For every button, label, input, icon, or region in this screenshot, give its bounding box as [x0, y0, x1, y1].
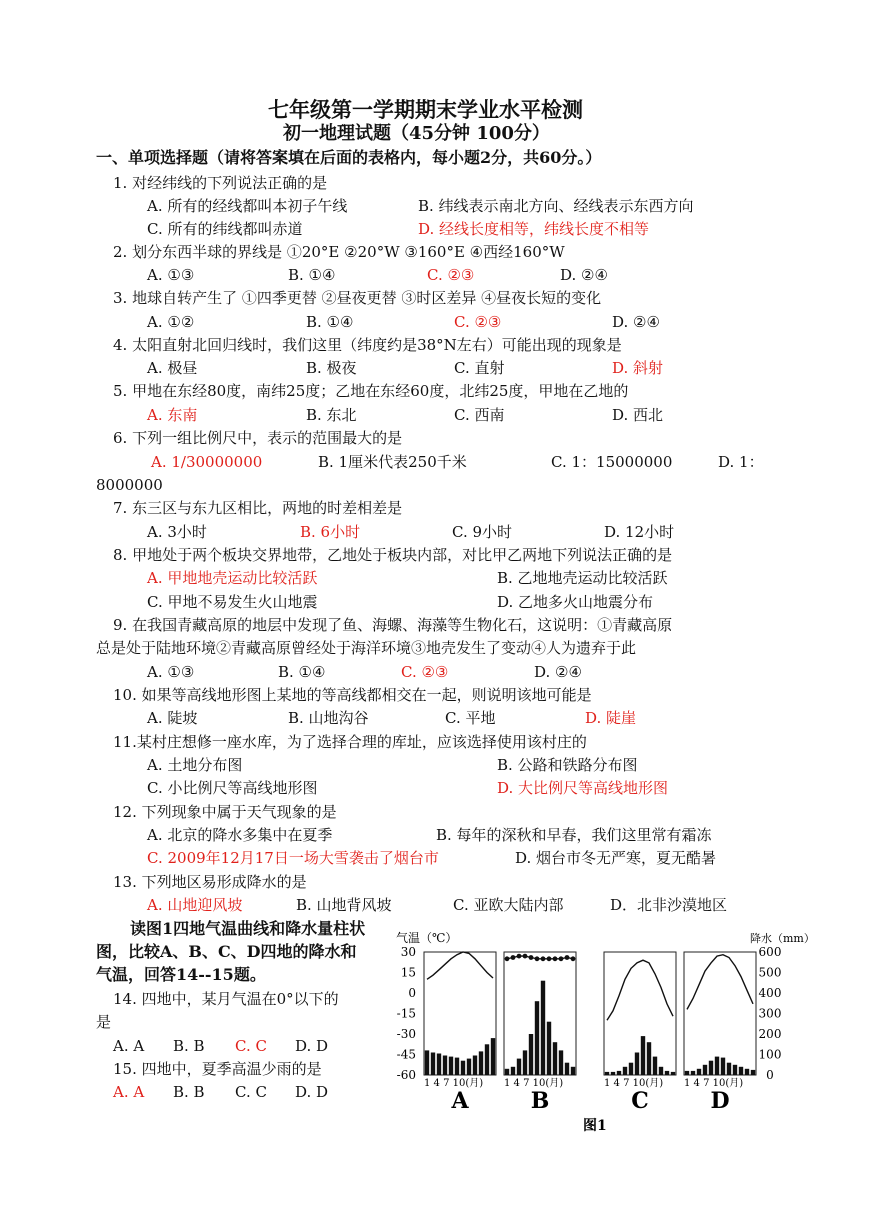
temperature-point: [511, 955, 516, 960]
temperature-point: [517, 954, 522, 959]
q13-option-d: D．北非沙漠地区: [610, 896, 728, 914]
precip-bar: [721, 1058, 725, 1075]
q5-option-b: B. 东北: [306, 406, 357, 424]
precip-axis-ticks: [759, 945, 782, 1082]
precip-bar: [473, 1056, 477, 1076]
q9-stem-line1: 9. 在我国青藏高原的地层中发现了鱼、海螺、海藻等生物化石，这说明：①青藏高原: [113, 616, 673, 634]
q1-option-a: A. 所有的经线都叫本初子午线: [147, 197, 348, 215]
precip-bar: [535, 1001, 539, 1075]
temperature-curve: [687, 955, 753, 1010]
figure-intro-line3: 气温，回答14--15题。: [96, 965, 266, 984]
q8-option-d: D. 乙地多火山地震分布: [497, 593, 654, 611]
precip-bar: [665, 1071, 669, 1075]
q6-stem: 6. 下列一组比例尺中，表示的范围最大的是: [113, 429, 403, 447]
precip-tick-label: 100: [758, 1047, 782, 1062]
precip-bar: [547, 1022, 551, 1075]
q12-stem: 12. 下列现象中属于天气现象的是: [113, 803, 337, 821]
q14-option-a: A. A: [113, 1037, 145, 1055]
precip-bar: [641, 1036, 645, 1075]
precip-tick-label: 600: [758, 945, 782, 959]
q14-stem-line1: 14. 四地中，某月气温在0°以下的: [113, 990, 339, 1008]
q3-option-d: D. ②④: [612, 313, 660, 331]
temp-tick-label: -15: [396, 1006, 416, 1021]
precip-bar: [491, 1038, 495, 1075]
q5-option-c: C. 西南: [454, 406, 505, 424]
q14-stem-line2: 是: [96, 1013, 112, 1031]
q1-stem: 1. 对经纬线的下列说法正确的是: [113, 174, 328, 192]
panel-label: C: [631, 1088, 649, 1114]
month-tick-label: 1 4 7 10(月): [424, 1078, 484, 1089]
q15-option-a: A. A: [113, 1083, 145, 1101]
q12-option-c: C. 2009年12月17日一场大雪袭击了烟台市: [147, 849, 439, 867]
precip-tick-label: 0: [766, 1068, 774, 1082]
temp-tick-label: -30: [396, 1027, 416, 1041]
precip-bar: [523, 1050, 527, 1075]
precip-bar: [529, 1034, 533, 1075]
temperature-point: [565, 955, 570, 960]
q13-option-a: A. 山地迎风坡: [147, 896, 243, 914]
climate-panel-a: [424, 952, 496, 1114]
panel-frame: [684, 952, 756, 1075]
page-title: 七年级第一学期期末学业水平检测: [268, 97, 583, 122]
temp-tick-label: -60: [396, 1068, 416, 1082]
page-subtitle: 初一地理试题（45分钟 100分）: [283, 123, 550, 144]
precip-bar: [467, 1059, 471, 1075]
panel-frame: [604, 952, 676, 1075]
q2-option-c: C. ②③: [427, 266, 475, 284]
temperature-point: [541, 956, 546, 961]
precip-bar: [479, 1051, 483, 1075]
q9-stem-line2: 总是处于陆地环境②青藏高原曾经处于海洋环境③地壳发生了变动④人为遗弃于此: [96, 639, 637, 657]
section-heading: 一、单项选择题（请将答案填在后面的表格内，每小题2分，共60分。）: [96, 148, 602, 167]
temperature-point: [559, 956, 564, 961]
q15-option-b: B. B: [173, 1083, 205, 1101]
climate-panel-b: [504, 952, 576, 1114]
precip-bar: [425, 1050, 429, 1075]
precip-bar: [623, 1067, 627, 1075]
q8-option-c: C. 甲地不易发生火山地震: [147, 593, 318, 611]
precip-bar: [703, 1065, 707, 1075]
precip-bar: [617, 1071, 621, 1075]
precip-bar: [605, 1072, 609, 1075]
q13-option-c: C. 亚欧大陆内部: [453, 896, 564, 914]
precip-bar: [541, 981, 545, 1075]
precip-bar: [565, 1063, 569, 1075]
q15-option-d: D. D: [295, 1083, 329, 1101]
month-tick-label: 1 4 7 10(月): [684, 1078, 744, 1089]
q4-option-b: B. 极夜: [306, 359, 357, 377]
q4-option-c: C. 直射: [454, 359, 505, 377]
q10-option-d: D. 陡崖: [585, 709, 637, 727]
temp-axis-ticks: [397, 945, 416, 1082]
q5-option-a: A. 东南: [147, 406, 198, 424]
q7-option-a: A. 3小时: [147, 523, 207, 541]
precip-bar: [739, 1067, 743, 1075]
temperature-curve: [427, 952, 493, 979]
temperature-point: [547, 956, 552, 961]
q8-option-a: A. 甲地地壳运动比较活跃: [147, 569, 318, 587]
precip-bar: [461, 1061, 465, 1075]
precip-bar: [685, 1071, 689, 1075]
temperature-point: [571, 956, 576, 961]
q5-stem: 5. 甲地在东经80度，南纬25度；乙地在东经60度，北纬25度，甲地在乙地的: [113, 382, 629, 400]
q7-option-b: B. 6小时: [300, 523, 361, 541]
precip-bar: [505, 1069, 509, 1075]
precip-bar: [733, 1065, 737, 1075]
q11-option-d: D. 大比例尺等高线地形图: [497, 779, 669, 797]
precip-bar: [449, 1057, 453, 1075]
q2-option-a: A. ①③: [147, 266, 195, 284]
q6-option-c: C. 1：15000000: [551, 453, 673, 471]
precip-tick-label: 200: [758, 1027, 782, 1041]
temperature-point: [505, 956, 510, 961]
q13-option-b: B. 山地背风坡: [296, 896, 392, 914]
precip-bar: [697, 1069, 701, 1075]
q10-stem: 10. 如果等高线地形图上某地的等高线都相交在一起，则说明该地可能是: [113, 686, 592, 704]
q3-option-c: C. ②③: [454, 313, 502, 331]
q15-stem: 15. 四地中，夏季高温少雨的是: [113, 1060, 322, 1078]
q3-option-b: B. ①④: [306, 313, 354, 331]
q10-option-b: B. 山地沟谷: [288, 709, 369, 727]
figure-intro-line2: 图，比较A、B、C、D四地的降水和: [96, 942, 357, 961]
q7-option-c: C. 9小时: [452, 523, 513, 541]
q6-option-d-cont: 8000000: [96, 476, 163, 494]
q9-option-b: B. ①④: [278, 663, 326, 681]
q14-option-d: D. D: [295, 1037, 329, 1055]
q6-option-a: A. 1/30000000: [151, 453, 263, 471]
temp-tick-label: 30: [400, 945, 416, 959]
climate-panels: [424, 952, 756, 1114]
precip-axis-label: 降水（mm）: [750, 932, 815, 945]
q1-option-d: D. 经线长度相等，纬线长度不相等: [418, 220, 650, 238]
q2-option-b: B. ①④: [288, 266, 336, 284]
precip-bar: [553, 1042, 557, 1075]
q3-option-a: A. ①②: [147, 313, 195, 331]
q15-option-c: C. C: [235, 1083, 267, 1101]
q12-option-b: B. 每年的深秋和早春，我们这里常有霜冻: [436, 826, 712, 844]
precip-bar: [431, 1053, 435, 1076]
q11-option-c: C. 小比例尺等高线地形图: [147, 779, 318, 797]
figure-intro-line1: 读图1四地气温曲线和降水量柱状: [130, 919, 366, 938]
temp-axis-label: 气温（℃）: [396, 931, 458, 945]
precip-bar: [455, 1058, 459, 1075]
q4-stem: 4. 太阳直射北回归线时，我们这里（纬度约是38°N左右）可能出现的现象是: [113, 336, 622, 354]
q11-option-b: B. 公路和铁路分布图: [497, 756, 638, 774]
precip-bar: [745, 1069, 749, 1075]
climate-panel-d: [684, 952, 756, 1114]
precip-bar: [611, 1072, 615, 1075]
q6-option-b: B. 1厘米代表250千米: [318, 453, 467, 471]
temp-tick-label: 0: [408, 986, 416, 1000]
temp-tick-label: -45: [396, 1047, 416, 1062]
temperature-point: [553, 956, 558, 961]
precip-bar: [511, 1067, 515, 1075]
q11-option-a: A. 土地分布图: [147, 756, 243, 774]
precip-bar: [485, 1044, 489, 1075]
panel-label: A: [451, 1088, 469, 1114]
q9-option-c: C. ②③: [401, 663, 449, 681]
q4-option-d: D. 斜射: [612, 359, 664, 377]
figure-caption: 图1: [583, 1118, 607, 1134]
q2-option-d: D. ②④: [560, 266, 608, 284]
precip-bar: [671, 1072, 675, 1075]
q1-option-b: B. 纬线表示南北方向、经线表示东西方向: [418, 197, 694, 215]
q8-stem: 8. 甲地处于两个板块交界地带，乙地处于板块内部，对比甲乙两地下列说法正确的是: [113, 546, 673, 564]
q4-option-a: A. 极昼: [147, 359, 198, 377]
q6-option-d: D. 1：: [718, 453, 764, 471]
q9-option-a: A. ①③: [147, 663, 195, 681]
q12-option-d: D. 烟台市冬无严寒，夏无酷暑: [515, 849, 717, 867]
q12-option-a: A. 北京的降水多集中在夏季: [147, 826, 333, 844]
precip-bar: [709, 1061, 713, 1075]
panel-frame: [504, 952, 576, 1075]
precip-bar: [559, 1050, 563, 1075]
panel-label: B: [530, 1088, 550, 1114]
precip-bar: [517, 1059, 521, 1075]
q1-option-c: C. 所有的纬线都叫赤道: [147, 220, 303, 238]
precip-tick-label: 400: [758, 986, 782, 1000]
precip-tick-label: 300: [758, 1006, 782, 1021]
month-tick-label: 1 4 7 10(月): [504, 1078, 564, 1089]
q14-option-c: C. C: [235, 1037, 267, 1055]
climate-panel-c: [604, 952, 676, 1114]
climate-figure: [394, 928, 815, 1138]
temperature-point: [535, 956, 540, 961]
precip-tick-label: 500: [758, 965, 782, 980]
q7-option-d: D. 12小时: [604, 523, 675, 541]
q14-option-b: B. B: [173, 1037, 205, 1055]
month-tick-label: 1 4 7 10(月): [604, 1078, 664, 1089]
precip-bar: [653, 1057, 657, 1075]
q10-option-c: C. 平地: [445, 709, 496, 727]
precip-bar: [571, 1067, 575, 1075]
q8-option-b: B. 乙地地壳运动比较活跃: [497, 569, 668, 587]
q5-option-d: D. 西北: [612, 406, 664, 424]
temperature-point: [523, 954, 528, 959]
precip-bar: [437, 1054, 441, 1076]
precip-bar: [629, 1063, 633, 1075]
q9-option-d: D. ②④: [534, 663, 582, 681]
precip-bar: [659, 1067, 663, 1075]
precip-bar: [751, 1070, 755, 1075]
precip-bar: [647, 1042, 651, 1075]
precip-bar: [715, 1057, 719, 1075]
q10-option-a: A. 陡坡: [147, 709, 198, 727]
q11-stem: 11.某村庄想修一座水库，为了选择合理的库址，应该选择使用该村庄的: [113, 733, 587, 751]
temp-tick-label: 15: [400, 965, 416, 980]
panel-label: D: [710, 1088, 730, 1114]
q13-stem: 13. 下列地区易形成降水的是: [113, 873, 307, 891]
temperature-curve: [607, 960, 673, 1020]
temperature-point: [529, 955, 534, 960]
precip-bar: [443, 1056, 447, 1076]
q2-stem: 2. 划分东西半球的界线是 ①20°E ②20°W ③160°E ④西经160°W: [113, 243, 565, 261]
precip-bar: [727, 1063, 731, 1075]
precip-bar: [691, 1071, 695, 1075]
q3-stem: 3. 地球自转产生了 ①四季更替 ②昼夜更替 ③时区差异 ④昼夜长短的变化: [113, 289, 602, 307]
q7-stem: 7. 东三区与东九区相比，两地的时差相差是: [113, 499, 403, 517]
precip-bar: [635, 1053, 639, 1076]
